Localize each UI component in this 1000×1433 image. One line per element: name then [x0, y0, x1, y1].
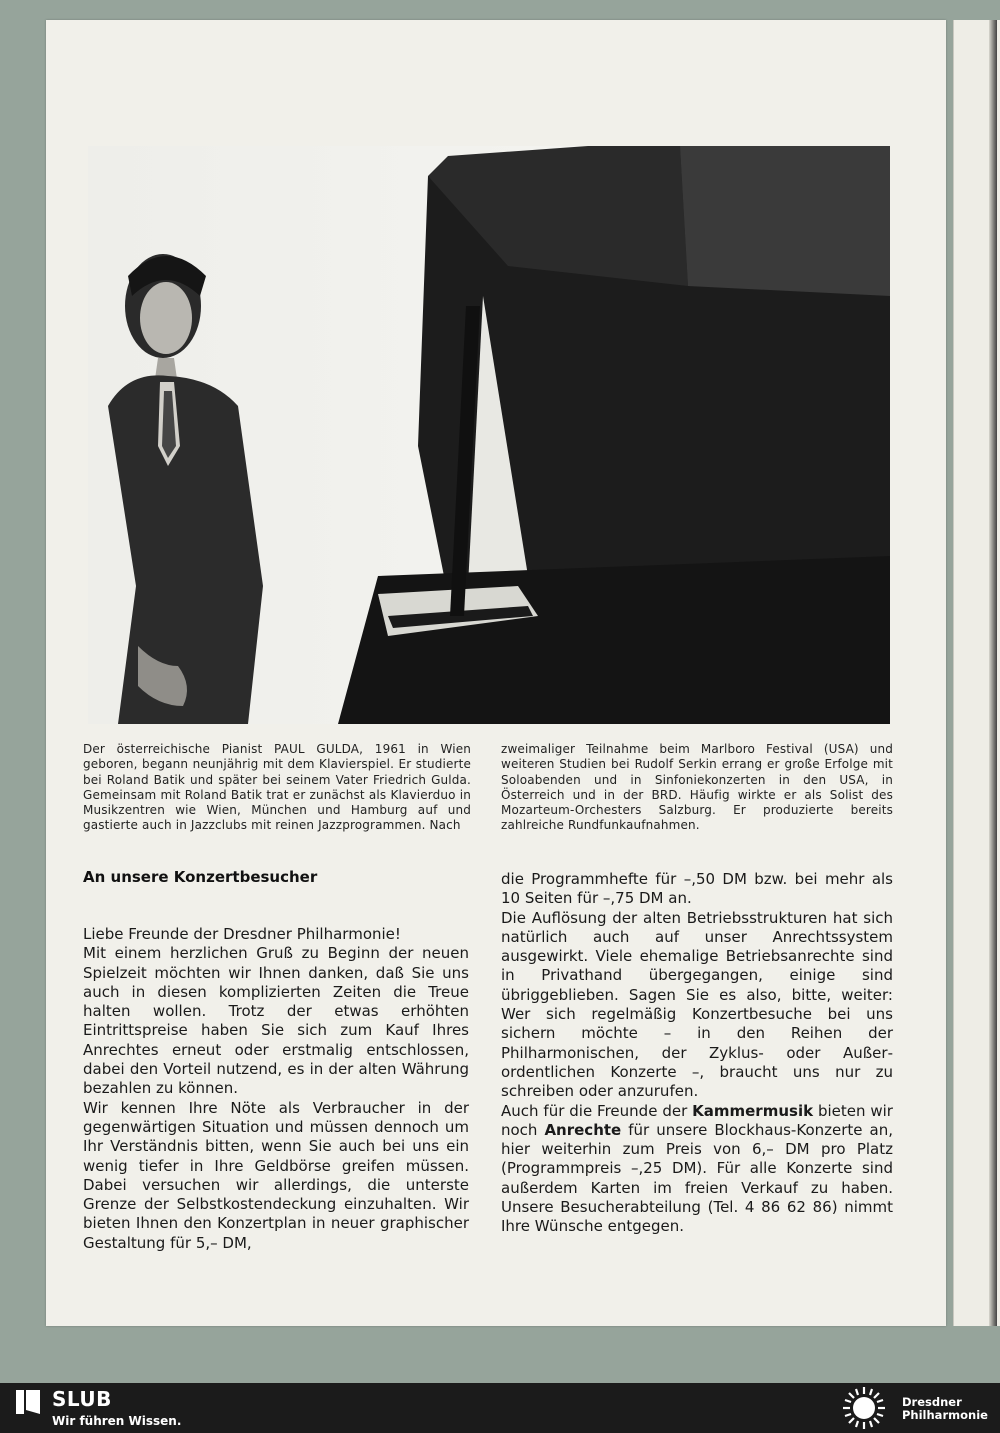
wordmark-line-1: Dresdner	[902, 1395, 962, 1409]
text-run: bieten wir noch	[501, 1101, 893, 1139]
photo-illustration	[88, 146, 890, 724]
slub-book-icon	[14, 1388, 42, 1416]
slub-title: SLUB	[52, 1387, 112, 1411]
page-fold-shadow	[989, 20, 997, 1326]
bold-anrechte: Anrechte	[544, 1120, 622, 1139]
bold-kammermusik: Kammermusik	[692, 1101, 814, 1120]
dresdner-philharmonie-wordmark	[902, 1396, 988, 1422]
paragraph-prices: Wir kennen Ihre Nöte als Verbraucher in der gegenwärtigen Situation und müssen dennoch um Ihr Verständnis bitten, wenn Sie auch bei uns ein wenig tiefer in Ihre Geldbörse greifen müssen. Dabei versuchen wir allerdings, die unterste Grenze der Selbstkostendeckung einzuhalten. Wir bieten Ihnen den Konzertplan in neuer graphischer Gestaltung für 5,– DM,	[83, 1098, 469, 1252]
paragraph-subscriptions: Die Auflösung der alten Betriebsstrukturen hat sich natürlich auch auf unser Anrechtssystem ausgewirkt. Viele ehemalige Betriebsanrechte sind in Privathand übergegangen, einige sind übriggeblieben. Sagen Sie es also, bitte, weiter: Wer sich regelmäßig Konzertbesuche bei uns sichern möchte – in den Reihen der Philharmonischen, der Zyklus- oder Außerordentlichen Konzerte –, braucht uns nur zu schreiben oder anzurufen.	[501, 908, 893, 1101]
photo-caption-left: Der österreichische Pianist PAUL GULDA, 1961 in Wien geboren, begann neunjährig mit dem Klavierspiel. Er studierte bei Roland Batik und später bei seinem Vater Friedrich Gulda. Gemeinsam mit Roland Batik trat er zunächst als Klavierduo in Musikzentren wie Wien, München und Hamburg auf und gastierte auch in Jazzclubs mit reinen Jazzprogrammen. Nach	[83, 742, 471, 833]
text-run: für unsere Blockhaus-Konzerte an, hier weiterhin zum Preis von 6,– DM pro Platz (Programmpreis –,25 DM). Für alle Konzerte sind außerdem Karten im freien Verkauf zu haben. Unsere Besucherabteilung (Tel. 4 86 62 86) nimmt Ihre Wünsche entgegen.	[501, 1120, 893, 1236]
greeting: Liebe Freunde der Dresdner Philharmonie!	[83, 925, 401, 943]
paragraph-thanks: Mit einem herzlichen Gruß zu Beginn der neuen Spielzeit möchten wir Ihnen danken, daß Sie uns auch in diesen komplizierten Zeiten die Treue halten wollen. Trotz der etwas erhöhten Eintrittspreise haben Sie sich zum Kauf Ihres Anrechtes erneut oder erstmalig entschlossen, dabei den Vorteil nutzend, es in der alten Währung bezahlen zu können.	[83, 944, 469, 1098]
text-run: Auch für die Freunde der	[501, 1101, 693, 1120]
article-column-right	[501, 870, 893, 1237]
article-column-left	[83, 925, 469, 1253]
document-page	[46, 20, 946, 1326]
photo-pianist-with-grand-piano	[88, 146, 890, 724]
adjacent-page-edge	[953, 20, 1000, 1326]
slub-subtitle: Wir führen Wissen.	[52, 1414, 182, 1428]
article-heading: An unsere Konzertbesucher	[83, 868, 318, 886]
photo-caption-right: zweimaliger Teilnahme beim Marlboro Festival (USA) und weiteren Studien bei Rudolf Serkin errang er große Erfolge mit Soloabenden und in Sinfoniekonzerten in den USA, in Österreich und in der BRD. Häufig wirkte er als Solist des Mozarteum-Orchesters Salzburg. Er produzierte bereits zahlreiche Rundfunkaufnahmen.	[501, 742, 893, 833]
paragraph-chamber-music	[501, 1102, 893, 1237]
paragraph-program-prices: die Programmhefte für –,50 DM bzw. bei mehr als 10 Seiten für –,75 DM an.	[501, 870, 893, 908]
dresdner-philharmonie-sunburst-icon	[840, 1385, 888, 1431]
wordmark-line-2: Philharmonie	[902, 1408, 988, 1422]
